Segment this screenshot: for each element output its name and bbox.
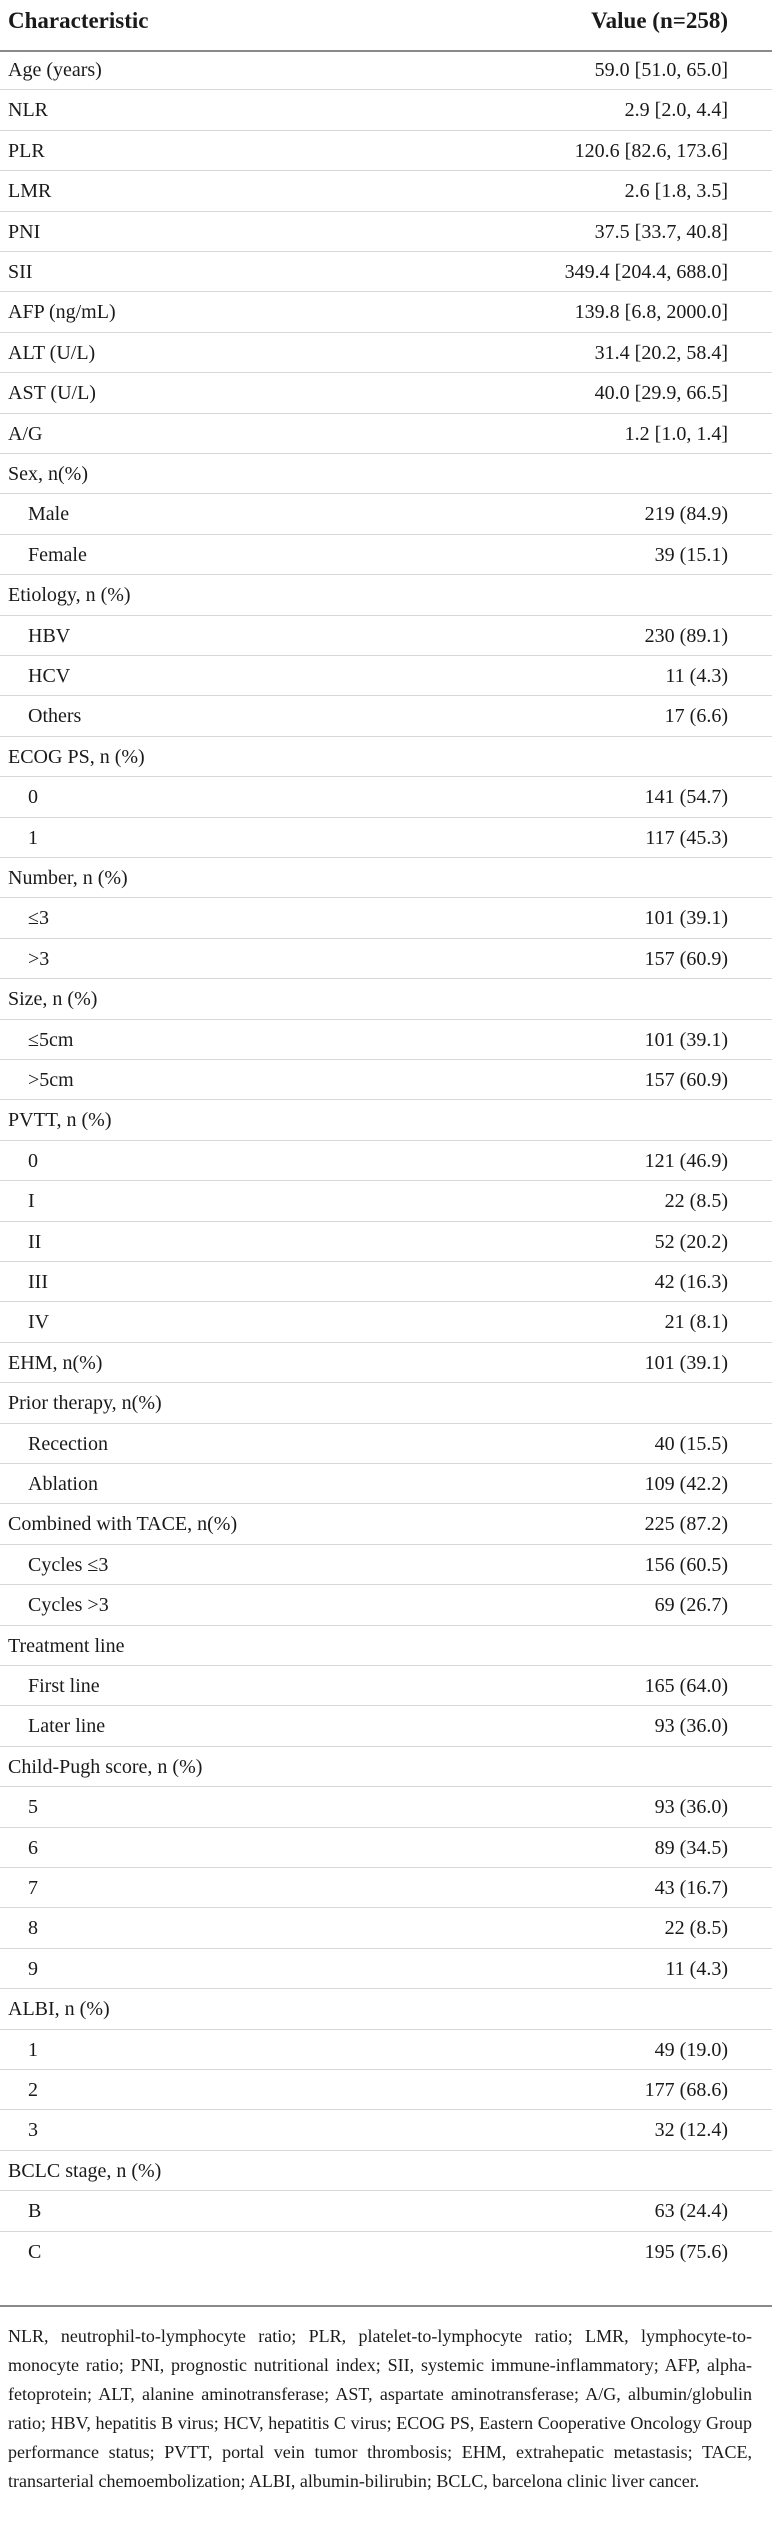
row-label: BCLC stage, n (%) <box>8 2159 162 2182</box>
table-row <box>0 252 772 292</box>
row-label: 1 <box>28 826 38 849</box>
row-label: Etiology, n (%) <box>8 584 131 607</box>
table-row <box>0 1706 772 1746</box>
row-label: B <box>28 2200 42 2223</box>
row-label: 0 <box>28 786 38 809</box>
table-row <box>0 535 772 575</box>
row-label: Number, n (%) <box>8 867 128 889</box>
row-value: 101 (39.1) <box>644 1028 728 1051</box>
row-label: NLR <box>8 99 48 122</box>
row-value: 219 (84.9) <box>644 503 728 526</box>
row-label: III <box>28 1271 48 1293</box>
row-value: 230 (89.1) <box>644 624 728 647</box>
table-row <box>0 131 772 171</box>
row-value: 22 (8.5) <box>664 1917 728 1940</box>
table-row <box>0 90 772 130</box>
table-row <box>0 292 772 332</box>
table-row <box>0 1181 772 1221</box>
row-value: 121 (46.9) <box>644 1149 728 1172</box>
row-label: >3 <box>28 947 50 970</box>
table-row <box>0 1585 772 1625</box>
row-value: 93 (36.0) <box>654 1715 728 1738</box>
table-row <box>0 1464 772 1504</box>
row-value: 40.0 [29.9, 66.5] <box>594 382 728 405</box>
table-row <box>0 414 772 454</box>
table-row <box>0 575 772 615</box>
row-label: PVTT, n (%) <box>8 1109 112 1132</box>
row-value: 63 (24.4) <box>654 2200 728 2223</box>
row-label: 3 <box>28 2119 38 2142</box>
row-value: 40 (15.5) <box>654 1432 728 1455</box>
table-row <box>0 939 772 979</box>
table-row <box>0 1828 772 1868</box>
row-label: Later line <box>28 1715 106 1738</box>
row-value: 42 (16.3) <box>654 1271 728 1293</box>
row-label: Recection <box>28 1432 108 1455</box>
table-row <box>0 1222 772 1262</box>
row-value: 177 (68.6) <box>644 2079 728 2101</box>
row-value: 89 (34.5) <box>654 1836 728 1859</box>
header-characteristic: Characteristic <box>8 8 149 33</box>
table-row <box>0 454 772 494</box>
row-label: HBV <box>28 624 71 647</box>
table-row <box>0 1262 772 1302</box>
row-label: C <box>28 2240 42 2263</box>
table-row <box>0 1343 772 1383</box>
row-value: 117 (45.3) <box>645 826 728 849</box>
table-row <box>0 50 772 90</box>
table-row <box>0 656 772 696</box>
table-row <box>0 1989 772 2029</box>
row-label: ≤5cm <box>28 1028 74 1051</box>
table-row <box>0 898 772 938</box>
row-label: ECOG PS, n (%) <box>8 745 145 768</box>
row-label: PLR <box>8 139 45 162</box>
table-row <box>0 777 772 817</box>
row-label: Cycles ≤3 <box>28 1553 109 1576</box>
row-label: 7 <box>28 1877 38 1899</box>
table-row <box>0 1787 772 1827</box>
table-row <box>0 2191 772 2231</box>
table-row <box>0 1747 772 1787</box>
table-row <box>0 494 772 534</box>
row-value: 109 (42.2) <box>644 1473 728 1495</box>
row-label: Ablation <box>28 1473 98 1495</box>
table-row <box>0 373 772 413</box>
row-label: Male <box>28 503 70 526</box>
row-label: AFP (ng/mL) <box>8 301 116 324</box>
row-value: 2.9 [2.0, 4.4] <box>624 99 728 122</box>
row-label: 5 <box>28 1796 38 1819</box>
row-label: 6 <box>28 1836 38 1859</box>
row-value: 32 (12.4) <box>654 2119 728 2142</box>
table-row <box>0 1060 772 1100</box>
table-row <box>0 1100 772 1140</box>
row-label: Age (years) <box>8 59 102 81</box>
table-row <box>0 1868 772 1908</box>
table-header <box>0 0 772 52</box>
row-value: 22 (8.5) <box>664 1190 728 1213</box>
row-label: ALBI, n (%) <box>8 1998 110 2021</box>
row-value: 349.4 [204.4, 688.0] <box>564 261 728 283</box>
table-row <box>0 1908 772 1948</box>
row-value: 157 (60.9) <box>644 1069 728 1091</box>
row-label: Size, n (%) <box>8 988 98 1011</box>
header-value: Value (n=258) <box>591 8 728 33</box>
row-value: 52 (20.2) <box>654 1230 728 1253</box>
row-label: PNI <box>8 220 41 243</box>
table-row <box>0 1020 772 1060</box>
table-row <box>0 2151 772 2191</box>
table-row <box>0 1626 772 1666</box>
table-row <box>0 1949 772 1989</box>
table-row <box>0 333 772 373</box>
row-label: AST (U/L) <box>8 382 96 405</box>
row-label: ALT (U/L) <box>8 341 96 364</box>
row-value: 195 (75.6) <box>644 2240 728 2263</box>
row-value: 1.2 [1.0, 1.4] <box>624 422 728 445</box>
table-row <box>0 979 772 1019</box>
table-row <box>0 171 772 211</box>
row-value: 101 (39.1) <box>644 1351 728 1374</box>
table-row <box>0 1545 772 1585</box>
row-value: 11 (4.3) <box>665 1957 728 1980</box>
row-value: 157 (60.9) <box>644 947 728 970</box>
row-value: 59.0 [51.0, 65.0] <box>594 59 728 81</box>
row-value: 37.5 [33.7, 40.8] <box>594 220 728 243</box>
row-value: 17 (6.6) <box>664 705 728 728</box>
table-row <box>0 2110 772 2150</box>
row-label: SII <box>8 261 33 283</box>
row-label: Cycles >3 <box>28 1594 109 1617</box>
table-row <box>0 2232 772 2272</box>
row-label: Sex, n(%) <box>8 463 88 485</box>
row-label: 0 <box>28 1149 38 1172</box>
row-label: HCV <box>28 665 71 687</box>
table-row <box>0 1666 772 1706</box>
row-label: Female <box>28 543 87 566</box>
row-label: Others <box>28 705 82 728</box>
row-label: 2 <box>28 2079 38 2101</box>
row-label: Child-Pugh score, n (%) <box>8 1755 203 1778</box>
row-label: IV <box>28 1311 50 1334</box>
row-value: 49 (19.0) <box>654 2038 728 2061</box>
table-row <box>0 2030 772 2070</box>
table-row <box>0 616 772 656</box>
row-label: >5cm <box>28 1069 74 1091</box>
row-value: 101 (39.1) <box>644 907 728 930</box>
row-value: 39 (15.1) <box>654 543 728 566</box>
row-label: I <box>28 1190 35 1213</box>
row-label: Prior therapy, n(%) <box>8 1392 162 1415</box>
table-row <box>0 818 772 858</box>
row-value: 21 (8.1) <box>664 1311 728 1334</box>
row-value: 93 (36.0) <box>654 1796 728 1819</box>
row-value: 141 (54.7) <box>644 786 728 809</box>
row-value: 31.4 [20.2, 58.4] <box>594 341 728 364</box>
table-row <box>0 1302 772 1342</box>
row-label: EHM, n(%) <box>8 1351 103 1374</box>
row-value: 165 (64.0) <box>644 1675 728 1697</box>
row-label: 8 <box>28 1917 38 1940</box>
table-row <box>0 2070 772 2110</box>
table-row <box>0 212 772 252</box>
table-row <box>0 1424 772 1464</box>
row-label: ≤3 <box>28 907 49 930</box>
row-value: 120.6 [82.6, 173.6] <box>574 139 728 162</box>
row-value: 43 (16.7) <box>654 1877 728 1899</box>
table-row <box>0 1504 772 1544</box>
row-value: 156 (60.5) <box>644 1553 728 1576</box>
table-row <box>0 1383 772 1423</box>
row-label: First line <box>28 1675 100 1697</box>
table-bottom-rule <box>0 2305 772 2307</box>
row-value: 69 (26.7) <box>654 1594 728 1617</box>
row-value: 225 (87.2) <box>644 1513 728 1536</box>
row-label: II <box>28 1230 42 1253</box>
row-value: 2.6 [1.8, 3.5] <box>624 180 728 203</box>
row-label: Combined with TACE, n(%) <box>8 1513 238 1536</box>
row-label: 1 <box>28 2038 38 2061</box>
table-row <box>0 737 772 777</box>
table-row <box>0 1141 772 1181</box>
row-value: 139.8 [6.8, 2000.0] <box>574 301 728 324</box>
row-value: 11 (4.3) <box>665 665 728 687</box>
row-label: Treatment line <box>8 1634 125 1657</box>
table-row <box>0 858 772 898</box>
row-label: 9 <box>28 1957 38 1980</box>
row-label: LMR <box>8 180 52 203</box>
table-row <box>0 696 772 736</box>
table-footnote: NLR, neutrophil-to-lymphocyte ratio; PLR, platelet-to-lymphocyte ratio; LMR, lymphocyte-to-monocyte ratio; PNI, prognostic nutritional index; SII, systemic immune-inflammatory; AFP, alpha-fetoprotein; ALT, alanine aminotransferase; AST, aspartate aminotransferase; A/G, albumin/globulin ratio; HBV, hepatitis B virus; HCV, hepatitis C virus; ECOG PS, Eastern Cooperative Oncology Group performance status; PVTT, portal vein tumor thrombosis; EHM, extrahepatic metastasis; TACE, transarterial chemoembolization; ALBI, albumin-bilirubin; BCLC, barcelona clinic liver cancer. <box>8 2326 752 2491</box>
row-label: A/G <box>8 422 43 445</box>
